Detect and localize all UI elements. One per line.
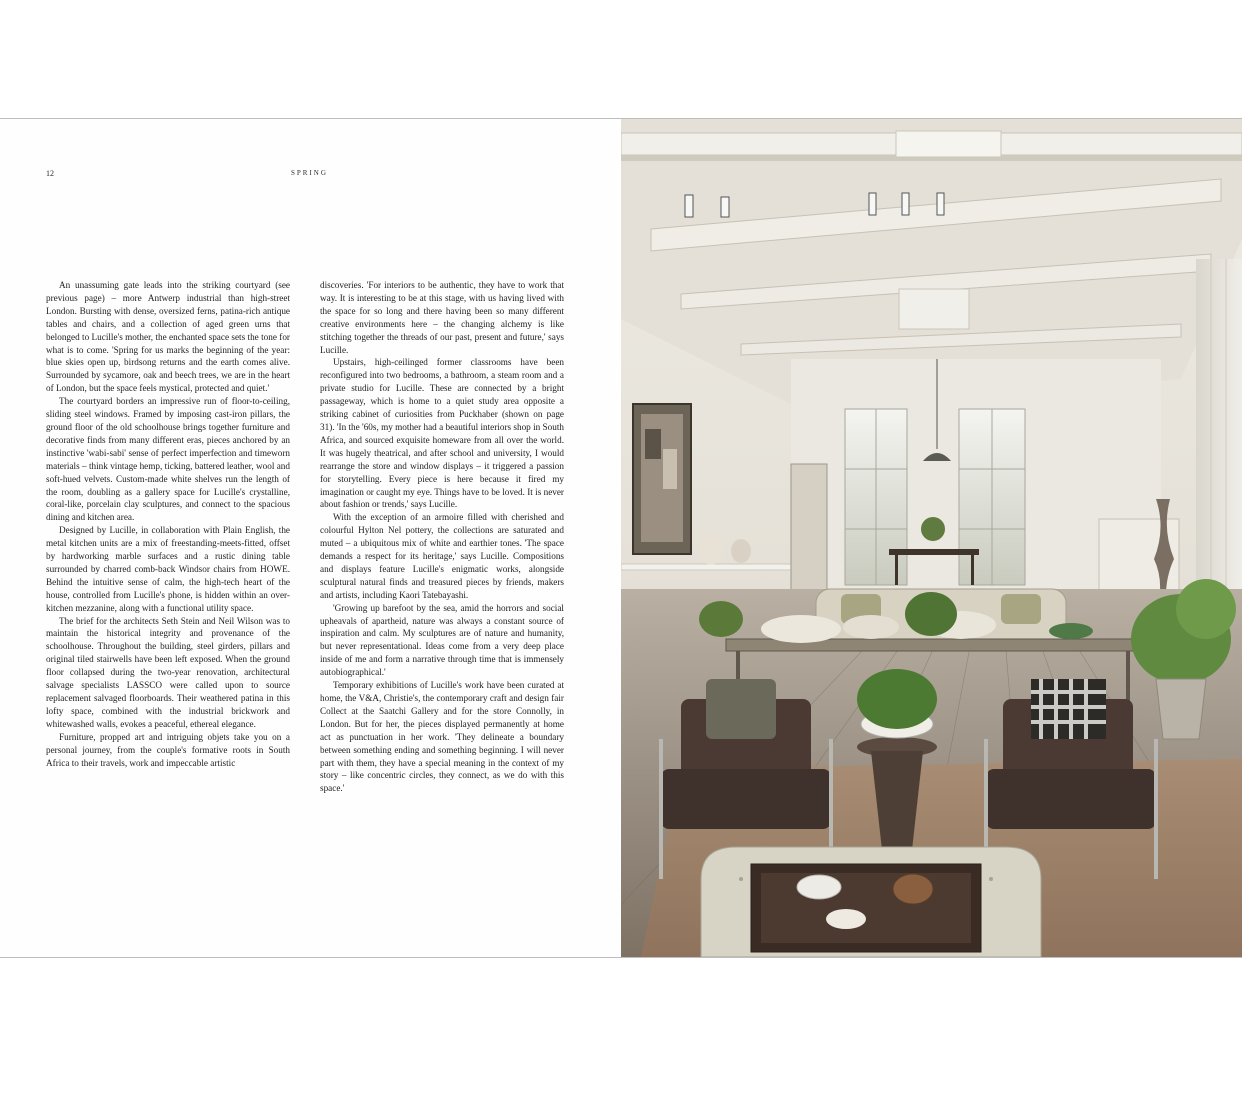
white-bowl — [797, 875, 841, 899]
text-page — [0, 119, 621, 957]
cabinet — [791, 464, 827, 594]
green-bowl — [1049, 623, 1093, 639]
text-column-1 — [46, 279, 290, 769]
fern-plant — [699, 601, 743, 637]
coral-piece — [826, 909, 866, 929]
beam-plate — [899, 289, 969, 329]
throw-blanket — [706, 679, 776, 739]
beam-plate — [896, 131, 1001, 157]
display-shelf — [621, 564, 791, 570]
paragraph: The brief for the architects Seth Stein and Neil Wilson was to maintain the historical integrity and provenance of the schoolhouse. Throughout the building, steel girders, pillars and original tiled stairwells have been left exposed. When the ground floor collapsed during the two-year renovation, architectural salvage specialists LASSCO were called upon to source replacement salvaged floorboards. Their weathered patina in this lofty space, combined with the industrial brickwork and whitewashed walls, evokes a peaceful, ethereal elegance. — [46, 615, 290, 729]
dining-table — [889, 549, 979, 555]
coral-sculpture — [761, 615, 841, 643]
spotlight — [902, 193, 909, 215]
cushion — [1001, 594, 1041, 624]
spotlight — [869, 193, 876, 215]
paragraph: 'Growing up barefoot by the sea, amid the horrors and social upheavals of apartheid, nature was always a constant source of inspiration and calm. My sculptures are of nature and humanity, but never representational. Ideas come from a very deep place inside of me and form a narrative through time that is immensely autobiographical.' — [320, 602, 564, 678]
coral-sculpture — [843, 615, 899, 639]
table-plant — [921, 517, 945, 541]
page-number: 12 — [46, 169, 54, 178]
text-column-2 — [320, 279, 564, 795]
loft-living-room-illustration — [621, 119, 1242, 957]
tray-surface — [761, 873, 971, 943]
fern-plant — [905, 592, 957, 636]
paragraph: An unassuming gate leads into the striking courtyard (see previous page) – more Antwerp industrial than high-street London. Bursting with dense, oversized ferns, patina-rich antique tables and chairs, and a collection of aged green urns that belonged to Lucille's mother, the enchanted space sets the tone for what is to come. 'Spring for us marks the beginning of the year: blue skies open up, birdsong returns and the earth comes alive. Surrounded by sycamore, oak and beech trees, we are in the heart of London, but the space feels mystical, protected and quiet.' — [46, 280, 290, 394]
paragraph: Furniture, propped art and intriguing objets take you on a personal journey, from the couple's formative roots in South Africa to their travels, work and impeccable artistic — [46, 731, 290, 768]
running-head: SPRING — [291, 169, 328, 177]
armchair-seat — [661, 769, 831, 829]
sculpture — [731, 539, 751, 563]
spotlight — [721, 197, 729, 217]
armchair-seat — [986, 769, 1156, 829]
sculpture — [699, 533, 723, 565]
planter — [1156, 679, 1206, 739]
book-spread — [0, 118, 1242, 958]
wooden-box — [893, 874, 933, 904]
spotlight — [685, 195, 693, 217]
paragraph: The courtyard borders an impressive run of floor-to-ceiling, sliding steel windows. Framed by imposing cast-iron pillars, the ground floor of the old schoolhouse brings together furniture and decorative finds from many different eras, pieces anchored by an instinctive 'wabi-sabi' sense of perfect imperfection and timeworn materials – think vintage hemp, ticking, battered leather, wool and soft-hued velvets. Custom-made white shelves run the length of the room, doubling as a gallery space for Lucille's crystalline, coral-like, porcelain clay sculptures, and connect to the spacious dining and kitchen area. — [46, 396, 290, 523]
paragraph: Upstairs, high-ceilinged former classrooms have been reconfigured into two bedrooms, a bathroom, a steam room and a private studio for Lucille. These are connected by a bright passageway, which is home to a quiet study area opposite a striking cabinet of curiosities from Puckhaber (shown on page 31). 'In the '60s, my mother had a beautiful interiors shop in South Africa, and sourced exquisite homeware from all over the world. It was hugely theatrical, and after school and university, I would rearrange the store and window displays – it triggered a passion for storytelling. Every piece is here because it fired my imagination or caught my eye. Things have to be loved. It is never about fashion or trends,' says Lucille. — [320, 357, 564, 510]
spotlight — [937, 193, 944, 215]
paragraph: With the exception of an armoire filled with cherished and colourful Hylton Nel pottery, the collections are saturated and muted – a ubiquitous mix of white and earthier tones. 'The space demands a respect for its heritage,' says Lucille. Compositions and displays feature Lucille's enigmatic works, alongside sculptural natural finds and treasured pieces by friends, makers and artists, including Kaori Tatebayashi. — [320, 512, 564, 600]
paragraph: discoveries. 'For interiors to be authentic, they have to work that way. It is interesting to be at this stage, with us having lived with the space for so long and there having been so many different creative environments here – the changing alchemy is like stitching together the threads of our past, present and future,' says Lucille. — [320, 280, 564, 355]
fern-plant — [857, 669, 937, 729]
paragraph: Temporary exhibitions of Lucille's work have been curated at home, the V&A, Christie's, the contemporary craft and design fair Collect at the Saatchi Gallery and for the store Connolly, in London. But for her, the pieces displayed permanently at home act as punctuation in her work. 'They delineate a boundary between something ending and something beginning. I will never part with them, they have a special meaning in the context of my story – like concentric circles, they connect, as we do with this space.' — [320, 680, 564, 794]
interior-photo — [621, 119, 1242, 957]
paragraph: Designed by Lucille, in collaboration with Plain English, the metal kitchen units are a mix of freestanding-meets-fitted, offset by hardworking marble surfaces and a rustic dining table surrounded by charred comb-back Windsor chairs from HOWE. Behind the intuitive sense of calm, the high-tech heart of the house, controlled from Lucille's phone, is hidden within an over-kitchen mezzanine, along with a functional utility space. — [46, 525, 290, 613]
